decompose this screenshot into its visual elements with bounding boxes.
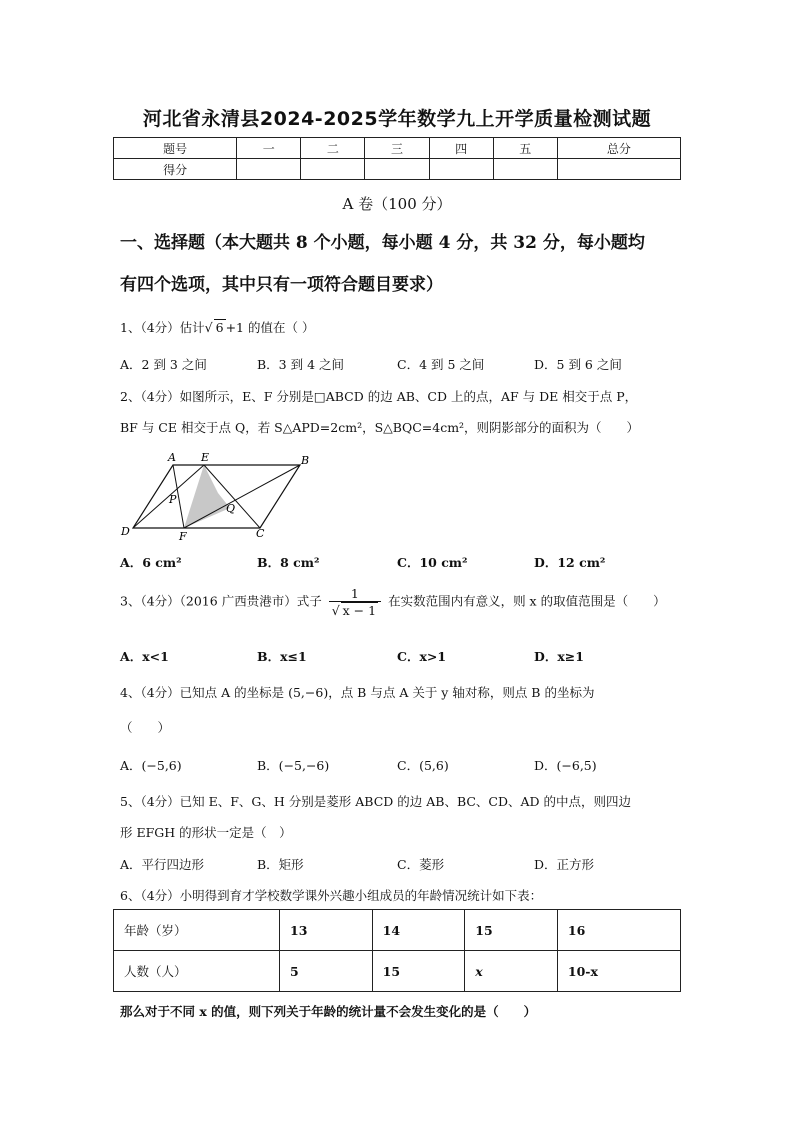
question-5-line1: 5、（4分）已知 E、F、G、H 分别是菱形 ABCD 的边 AB、BC、CD、AD 的中点，则四边 [120,794,632,809]
table-cell: 10-x [557,951,680,992]
question-6-line1: 6、（4分）小明得到育才学校数学课外兴趣小组成员的年龄情况统计如下表： [120,888,543,903]
option-b[interactable]: B．3 到 4 之间 [257,357,345,372]
option-c[interactable]: C．菱形 [397,857,445,872]
question-4-line1: 4、（4分）已知点 A 的坐标是 (5,−6)，点 B 与点 A 关于 y 轴对称，则点 B 的坐标为 [120,685,595,700]
table-row [114,951,681,992]
table-cell: 15 [465,910,558,951]
option-c[interactable]: C．4 到 5 之间 [397,357,485,372]
score-header-cell: 二 [301,138,365,159]
option-d[interactable]: D．x≥1 [534,649,584,664]
table-cell: 13 [280,910,373,951]
question-6-after: 那么对于不同 x 的值，则下列关于年龄的统计量不会发生变化的是（ ） [120,1004,537,1019]
label-d: D [121,525,130,538]
question-3-options [120,647,680,667]
table-cell: 15 [372,951,465,992]
parallelogram-figure [118,448,318,543]
score-header-cell: 三 [365,138,429,159]
question-1-radicand: 6 [215,320,224,335]
score-table-header-row [114,138,681,159]
age-stats-table [113,909,681,992]
score-cell [429,159,493,180]
shaded-region [184,465,230,528]
option-a[interactable]: A．6 cm² [120,555,182,570]
table-cell: 5 [280,951,373,992]
score-header-cell: 总分 [557,138,680,159]
option-c[interactable]: C．(5,6) [397,758,449,773]
sqrt-symbol: √ [331,603,340,618]
label-c: C [256,527,265,540]
score-cell [557,159,680,180]
section-a-heading: A 卷（100 分） [342,195,452,213]
score-header-cell: 四 [429,138,493,159]
table-cell: x [465,951,558,992]
score-table [113,137,681,180]
label-a: A [168,451,176,464]
label-p: P [169,493,177,506]
option-c[interactable]: C．10 cm² [397,555,468,570]
option-d[interactable]: D．12 cm² [534,555,606,570]
table-cell: 16 [557,910,680,951]
option-a[interactable]: A．平行四边形 [120,857,205,872]
table-cell: 年龄（岁） [114,910,280,951]
question-1-after: +1 的值在（ ） [225,320,315,335]
denominator-radicand: x − 1 [342,603,377,618]
score-cell [301,159,365,180]
question-4-options [120,756,680,776]
table-cell: 人数（人） [114,951,280,992]
score-table-score-row [114,159,681,180]
score-row-label: 得分 [114,159,237,180]
sqrt-symbol: √ [204,320,213,335]
table-row [114,910,681,951]
option-b[interactable]: B．(−5,−6) [257,758,330,773]
score-header-cell: 一 [237,138,301,159]
question-4-line2: （ ） [120,720,171,735]
part1-heading-line1: 一、选择题（本大题共 8 个小题，每小题 4 分，共 32 分，每小题均 [120,233,645,253]
question-2-options [120,553,680,573]
question-2-line2: BF 与 CE 相交于点 Q，若 S△APD=2cm²，S△BQC=4cm²，则阴影部分的面积为（ ） [120,420,640,435]
label-e: E [201,451,210,464]
fraction-numerator: 1 [329,586,381,602]
score-cell [493,159,557,180]
option-a[interactable]: A．(−5,6) [120,758,182,773]
option-d[interactable]: D．正方形 [534,857,595,872]
question-1-options [120,355,680,375]
question-1 [120,318,314,336]
score-header-cell: 题号 [114,138,237,159]
question-1-prefix: 1、（4分）估计 [120,320,205,335]
question-3-after: 在实数范围内有意义，则 x 的取值范围是（ ） [388,593,666,609]
question-3-prefix: 3、（4分）（2016 广西贵港市）式子 [120,593,322,609]
score-cell [365,159,429,180]
label-b: B [301,454,310,467]
option-b[interactable]: B．8 cm² [257,555,320,570]
option-b[interactable]: B．矩形 [257,857,304,872]
option-d[interactable]: D．5 到 6 之间 [534,357,622,372]
table-cell: 14 [372,910,465,951]
score-cell [237,159,301,180]
fraction [329,586,381,618]
option-a[interactable]: A．x<1 [120,649,169,664]
option-a[interactable]: A．2 到 3 之间 [120,357,207,372]
score-header-cell: 五 [493,138,557,159]
option-d[interactable]: D．(−6,5) [534,758,597,773]
question-5-line2: 形 EFGH 的形状一定是（ ） [120,825,292,840]
question-2-line1: 2、（4分）如图所示，E、F 分别是□ABCD 的边 AB、CD 上的点，AF 与 DE 相交于点 P， [120,389,638,404]
part1-heading-line2: 有四个选项，其中只有一项符合题目要求） [120,275,443,295]
question-3 [120,586,666,618]
option-c[interactable]: C．x>1 [397,649,447,664]
option-b[interactable]: B．x≤1 [257,649,307,664]
fraction-denominator [329,602,381,618]
label-f: F [179,530,187,543]
exam-title: 河北省永清县2024-2025学年数学九上开学质量检测试题 [142,108,652,130]
question-5-options [120,855,680,875]
label-q: Q [226,502,236,515]
